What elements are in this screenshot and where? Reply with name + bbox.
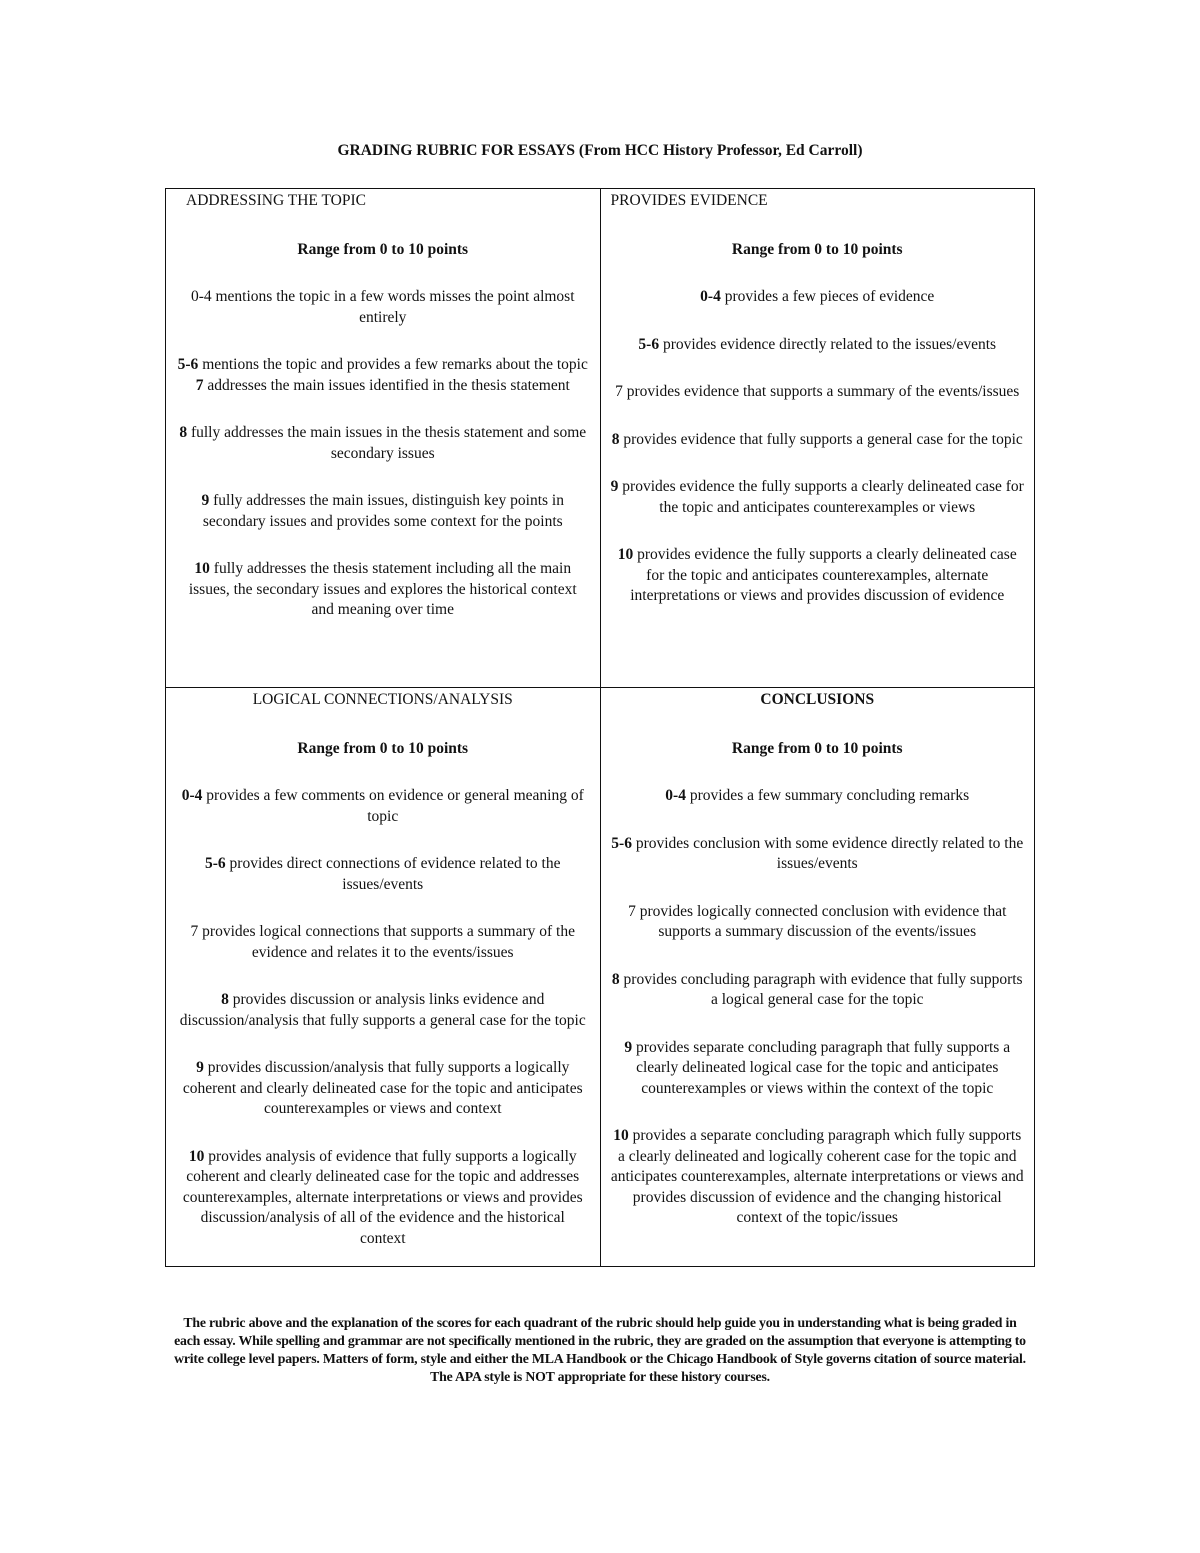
criterion-item: 9 provides separate concluding paragraph that fully supports a clearly delineated logical case for the topic and anticipates counterexamples or views within the context of the topic [624, 1038, 1011, 1097]
criterion-item: 8 provides discussion or analysis links evidence and discussion/analysis that fully supports a general case for the topic [179, 991, 586, 1029]
criterion-item: 5-6 provides conclusion with some evidence directly related to the issues/events [611, 834, 1024, 872]
criterion-item: 7 provides evidence that supports a summary of the events/issues [615, 383, 1020, 400]
criterion-item: 5-6 provides direct connections of evidence related to the issues/events [204, 855, 561, 893]
quadrant-provides-evidence [600, 189, 1035, 688]
quadrant-conclusions [600, 688, 1035, 1267]
criterion-item: 5-6 provides evidence directly related to the issues/events [638, 335, 997, 353]
footer-note: The rubric above and the explanation of the scores for each quadrant of the rubric should help guide you in understanding what is being graded in each essay. While spelling and grammar are not specifically mentioned in the rubric, they are graded on the assumption that everyone is attempting to write college level papers. Matters of form, style and either the MLA Handbook or the Chicago Handbook of Style governs citation of source material. The APA style is NOT appropriate for these history courses. [174, 1315, 1026, 1384]
criterion-item: 0-4 mentions the topic in a few words misses the point almost entirely [190, 288, 575, 326]
rubric-row-bottom [166, 688, 1035, 1267]
criterion-item: 7 addresses the main issues identified in the thesis statement [195, 376, 570, 394]
criterion-item: 9 fully addresses the main issues, distinguish key points in secondary issues and provides some context for the points [201, 492, 564, 530]
criterion-item: 10 fully addresses the thesis statement including all the main issues, the secondary issues and explores the historical context and meaning over time [188, 560, 577, 618]
quadrant-heading: ADDRESSING THE TOPIC [186, 192, 366, 209]
quadrant-range: Range from 0 to 10 points [731, 240, 903, 258]
criterion-item: 8 fully addresses the main issues in the thesis statement and some secondary issues [179, 424, 587, 462]
criterion-item: 0-4 provides a few comments on evidence or general meaning of topic [181, 787, 584, 825]
quadrant-heading: LOGICAL CONNECTIONS/ANALYSIS [252, 691, 513, 708]
quadrant-heading: PROVIDES EVIDENCE [610, 192, 768, 209]
quadrant-range: Range from 0 to 10 points [297, 739, 469, 757]
criterion-item: 7 provides logically connected conclusion with evidence that supports a summary discussion of the events/issues [628, 902, 1007, 940]
rubric-table [165, 188, 1035, 1267]
quadrant-heading: CONCLUSIONS [760, 691, 875, 708]
criterion-item: 8 provides concluding paragraph with evidence that fully supports a logical general case for the topic [611, 970, 1023, 1008]
quadrant-logical-connections [166, 688, 601, 1267]
criterion-item: 10 provides analysis of evidence that fully supports a logically coherent and clearly delineated case for the topic and addresses counterexamples, alternate interpretations or views and provides discussion/analysis of all of the evidence and the historical context [182, 1147, 583, 1247]
rubric-row-top [166, 189, 1035, 688]
criterion-item: 10 provides evidence the fully supports a clearly delineated case for the topic and anticipates counterexamples, alternate interpretations or views and provides discussion of evidence [617, 546, 1017, 604]
document-title: GRADING RUBRIC FOR ESSAYS (From HCC History Professor, Ed Carroll) [337, 142, 863, 159]
criterion-item: 5-6 mentions the topic and provides a few remarks about the topic [177, 356, 588, 373]
criterion-item: 7 provides logical connections that supports a summary of the evidence and relates it to the events/issues [190, 923, 575, 961]
criterion-item: 9 provides discussion/analysis that fully supports a logically coherent and clearly delineated case for the topic and anticipates counterexamples or views and context [182, 1059, 583, 1117]
criterion-item: 0-4 provides a few pieces of evidence [700, 288, 935, 305]
criterion-item: 9 provides evidence the fully supports a clearly delineated case for the topic and anticipates counterexamples or views [610, 478, 1024, 516]
quadrant-range: Range from 0 to 10 points [731, 739, 903, 757]
criterion-item: 0-4 provides a few summary concluding remarks [665, 787, 970, 804]
criterion-item: 10 provides a separate concluding paragraph which fully supports a clearly delineated and logically coherent case for the topic and anticipates counterexamples, alternate interpretations or views and provides discussion of evidence and the changing historical context of the topic/issues [610, 1127, 1024, 1226]
quadrant-range: Range from 0 to 10 points [297, 240, 469, 258]
quadrant-addressing-topic [166, 189, 601, 688]
criterion-item: 8 provides evidence that fully supports a general case for the topic [611, 430, 1023, 448]
